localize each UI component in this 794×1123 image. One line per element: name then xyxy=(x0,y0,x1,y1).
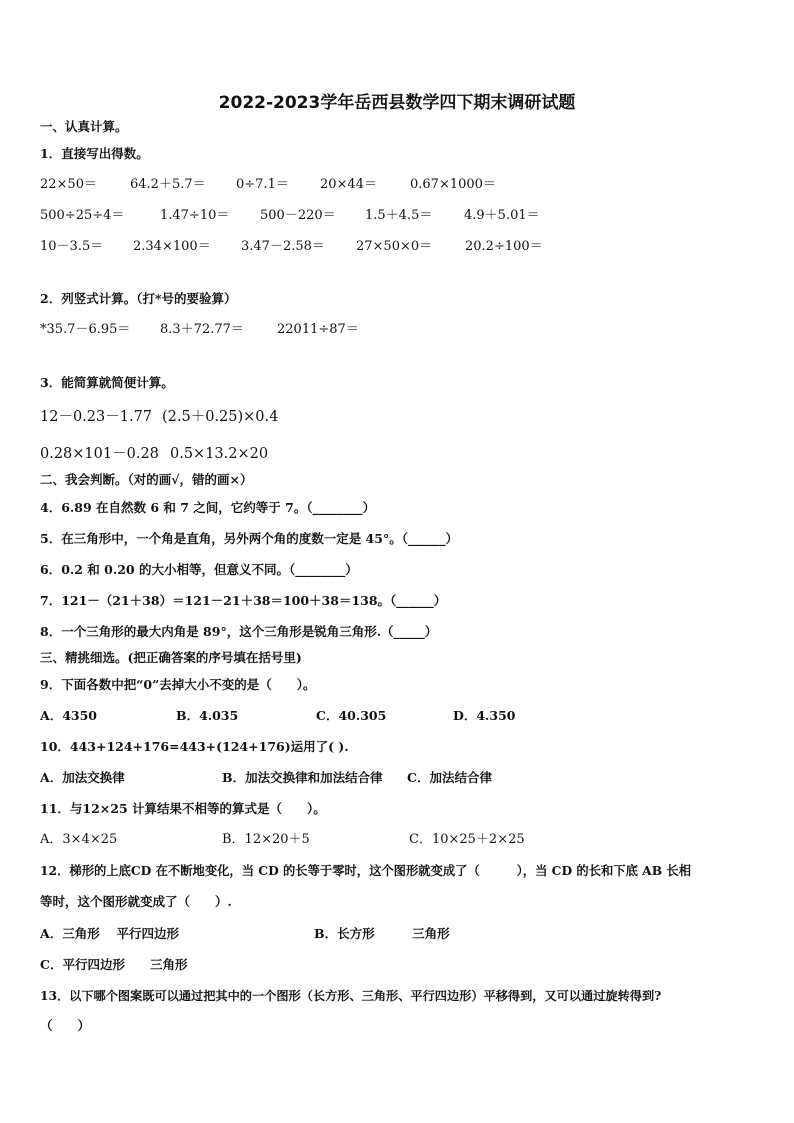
option-b: B．4.035 xyxy=(176,708,239,723)
calc-item: 1.47÷10＝ xyxy=(160,208,230,223)
section-heading-2: 二、我会判断。（对的画√，错的画×） xyxy=(40,472,253,487)
calc-item: 0.28×101－0.28 xyxy=(40,446,159,462)
question-12-line-2: 等时，这个图形就变成了（ ）. xyxy=(40,894,232,909)
question-7: 7．121－（21＋38）＝121－21＋38＝100＋38＝138。（______） xyxy=(40,593,447,608)
section-heading-1: 一、认真计算。 xyxy=(40,119,128,134)
option-a: A．4350 xyxy=(40,708,97,723)
option-c: C．加法结合律 xyxy=(407,770,492,785)
calc-item: 500÷25÷4＝ xyxy=(40,208,125,223)
calc-item: 8.3＋72.77＝ xyxy=(160,322,244,337)
calc-item: 500－220＝ xyxy=(260,208,336,223)
calc-item: 20×44＝ xyxy=(320,177,377,192)
calc-item: 20.2÷100＝ xyxy=(465,239,543,254)
page-title: 2022-2023学年岳西县数学四下期末调研试题 xyxy=(218,93,576,113)
calc-item: 10－3.5＝ xyxy=(40,239,104,254)
calc-item: 3.47－2.58＝ xyxy=(241,239,325,254)
calc-item: *35.7－6.95＝ xyxy=(40,322,131,337)
option-b: B．12×20＋5 xyxy=(222,832,310,847)
option-c: C．40.305 xyxy=(316,708,387,723)
question-13-line-2: （ ） xyxy=(40,1018,91,1033)
section-heading-3: 三、精挑细选。(把正确答案的序号填在括号里) xyxy=(40,650,302,665)
option-d: D．4.350 xyxy=(453,708,516,723)
calc-item: 64.2＋5.7＝ xyxy=(130,177,206,192)
question-5: 5．在三角形中，一个角是直角，另外两个角的度数一定是 45°。（______） xyxy=(40,531,458,546)
question-8: 8．一个三角形的最大内角是 89°，这个三角形是锐角三角形.（_____） xyxy=(40,624,438,639)
question-11: 11．与12×25 计算结果不相等的算式是（ ）。 xyxy=(40,801,326,816)
option-a: A．三角形 平行四边形 xyxy=(40,926,180,941)
calc-item: 0.67×1000＝ xyxy=(410,177,496,192)
option-b: B．长方形 三角形 xyxy=(314,926,450,941)
option-c: C．10×25＋2×25 xyxy=(409,832,525,847)
calc-item: 4.9＋5.01＝ xyxy=(464,208,540,223)
question-12-line-1: 12．梯形的上底CD 在不断地变化，当 CD 的长等于零时，这个图形就变成了（ ），当 CD 的长和下底 AB 长相 xyxy=(40,863,691,878)
option-a: A．加法交换律 xyxy=(40,770,125,785)
option-b: B．加法交换律和加法结合律 xyxy=(222,770,383,785)
question-10: 10．443+124+176=443+(124+176)运用了( ). xyxy=(40,739,349,754)
question-2: 2．列竖式计算。（打*号的要验算） xyxy=(40,291,237,306)
question-4: 4．6.89 在自然数 6 和 7 之间，它约等于 7。（________） xyxy=(40,500,376,515)
calc-item: (2.5＋0.25)×0.4 xyxy=(162,409,279,425)
question-1: 1．直接写出得数。 xyxy=(40,146,149,161)
calc-item: 2.34×100＝ xyxy=(133,239,211,254)
calc-item: 0÷7.1＝ xyxy=(236,177,289,192)
calc-item: 27×50×0＝ xyxy=(356,239,433,254)
question-3: 3．能简算就简便计算。 xyxy=(40,375,174,390)
question-9: 9．下面各数中把“0”去掉大小不变的是（ ）。 xyxy=(40,677,316,692)
calc-item: 12－0.23－1.77 xyxy=(40,409,153,425)
option-a: A．3×4×25 xyxy=(40,832,118,847)
calc-item: 22×50＝ xyxy=(40,177,97,192)
question-6: 6．0.2 和 0.20 的大小相等，但意义不同。（________） xyxy=(40,562,358,577)
calc-item: 22011÷87＝ xyxy=(277,322,359,337)
option-c: C．平行四边形 三角形 xyxy=(40,957,188,972)
calc-item: 1.5＋4.5＝ xyxy=(365,208,433,223)
question-13-line-1: 13．以下哪个图案既可以通过把其中的一个图形（长方形、三角形、平行四边形）平移得到，又可以通过旋转得到? xyxy=(40,989,662,1003)
calc-item: 0.5×13.2×20 xyxy=(170,446,269,462)
